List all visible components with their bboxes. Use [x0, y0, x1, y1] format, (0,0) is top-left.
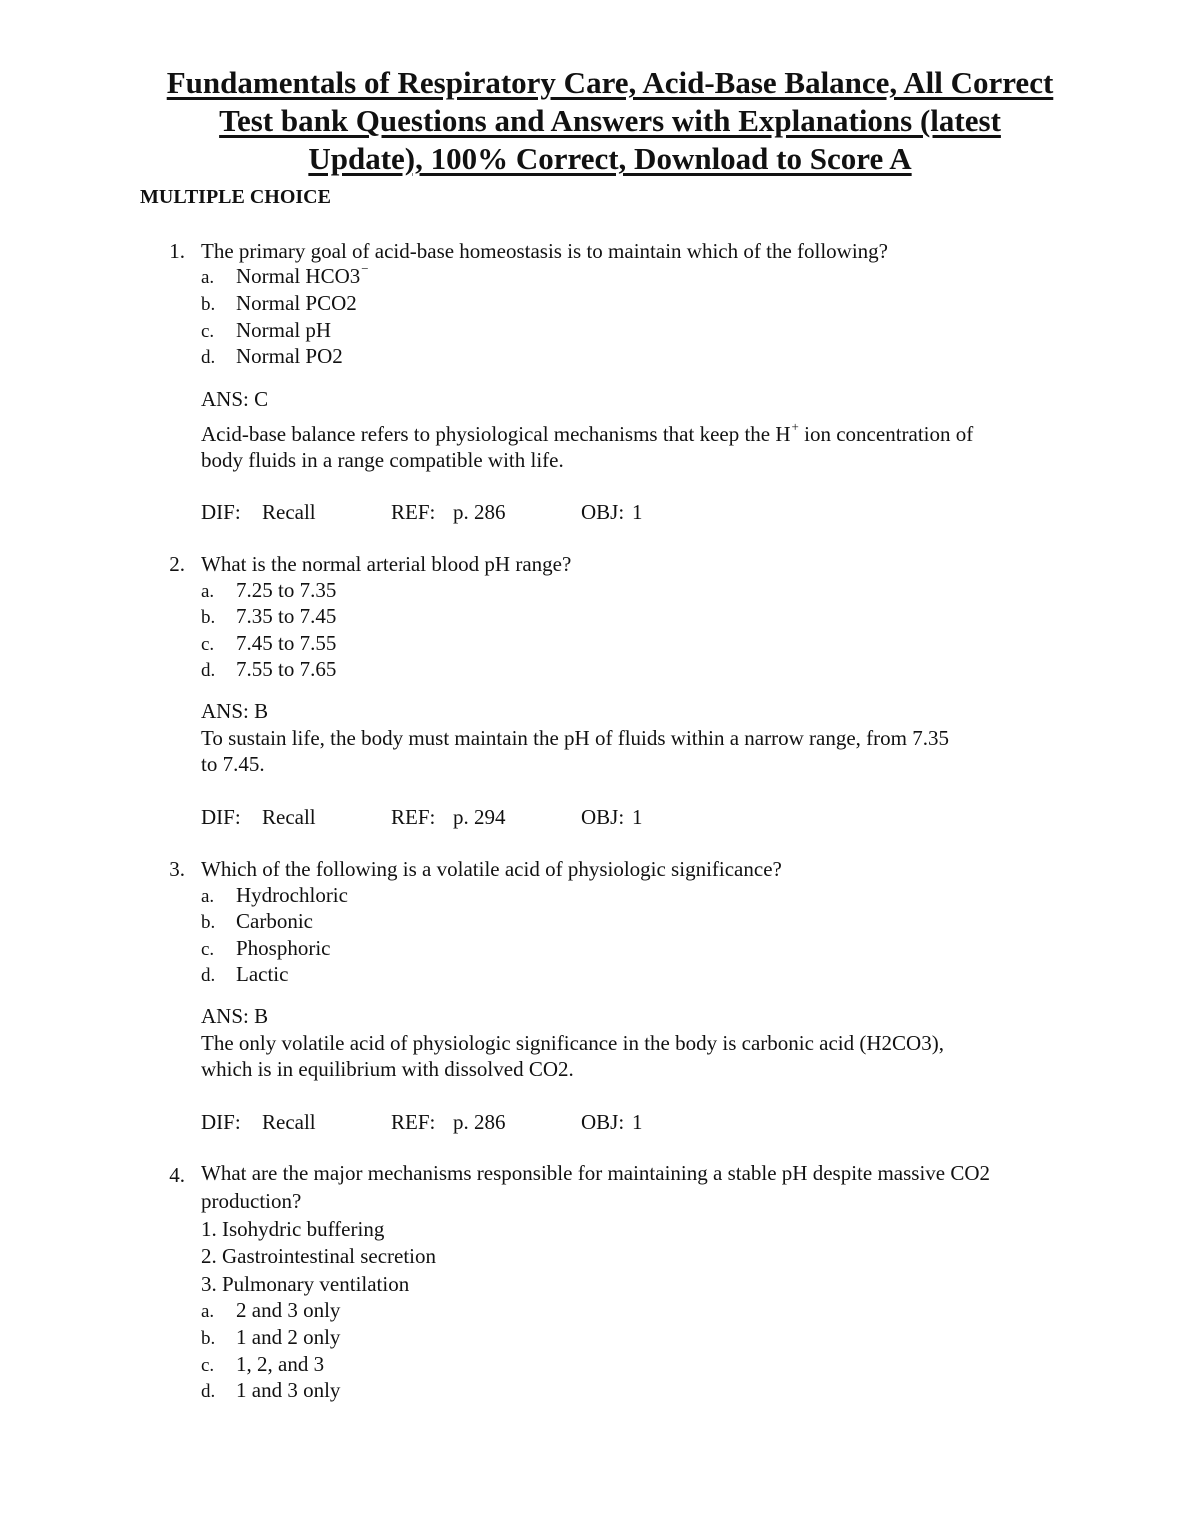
option-text: Phosphoric — [236, 936, 331, 960]
option-text: Normal pH — [236, 318, 332, 342]
explanation-text: ion concentration of — [798, 422, 974, 446]
section-heading: MULTIPLE CHOICE — [140, 186, 331, 208]
option-text: Carbonic — [236, 909, 313, 933]
option-letter: d. — [201, 660, 216, 681]
title-line-3: Update), 100% Correct, Download to Score A — [308, 141, 912, 176]
option-letter: d. — [201, 1381, 216, 1402]
explanation-line-2: to 7.45. — [201, 752, 265, 776]
option-letter: c. — [201, 939, 215, 960]
option-letter: a. — [201, 886, 215, 907]
option-letter: b. — [201, 1328, 216, 1349]
numbered-item: 3. Pulmonary ventilation — [201, 1272, 410, 1296]
ref-label: REF: — [391, 500, 436, 524]
answer-line: ANS: B — [201, 699, 269, 723]
option-letter: b. — [201, 607, 216, 628]
explanation-line-1: To sustain life, the body must maintain the pH of fluids within a narrow range, from 7.35 — [201, 726, 949, 750]
ref-label: REF: — [391, 805, 436, 829]
option-letter: d. — [201, 965, 216, 986]
option-letter: a. — [201, 267, 215, 288]
dif-value: Recall — [262, 500, 316, 524]
option-text: 2 and 3 only — [236, 1298, 341, 1322]
option-text-value: Normal HCO3 — [236, 264, 361, 288]
option-letter: c. — [201, 1355, 215, 1376]
ref-value: p. 286 — [453, 1110, 506, 1134]
question-number: 2. — [169, 552, 185, 576]
explanation-line-2: which is in equilibrium with dissolved CO2. — [201, 1057, 574, 1081]
explanation-text: Acid-base balance refers to physiological mechanisms that keep the H — [201, 422, 791, 446]
superscript-plus: + — [791, 419, 799, 434]
option-letter: d. — [201, 347, 216, 368]
option-text: Hydrochloric — [236, 883, 348, 907]
obj-value: 1 — [632, 1110, 643, 1134]
question-number: 4. — [169, 1163, 185, 1187]
explanation-line-2: body fluids in a range compatible with life. — [201, 448, 564, 472]
obj-value: 1 — [632, 500, 643, 524]
question-number: 3. — [169, 857, 185, 881]
question-stem-line-2: production? — [201, 1189, 302, 1213]
ref-value: p. 294 — [453, 805, 506, 829]
option-letter: b. — [201, 294, 216, 315]
numbered-item: 1. Isohydric buffering — [201, 1217, 385, 1241]
obj-value: 1 — [632, 805, 643, 829]
title-line-2: Test bank Questions and Answers with Explanations (latest — [219, 103, 1001, 138]
ref-value: p. 286 — [453, 500, 506, 524]
option-letter: c. — [201, 634, 215, 655]
numbered-item: 2. Gastrointestinal secretion — [201, 1244, 437, 1268]
document-title — [100, 64, 1120, 178]
option-text: 1, 2, and 3 — [236, 1352, 325, 1376]
option-letter: b. — [201, 912, 216, 933]
option-text: 1 and 3 only — [236, 1378, 341, 1402]
option-text: Normal PO2 — [236, 344, 343, 368]
dif-label: DIF: — [201, 805, 241, 829]
option-text: 7.25 to 7.35 — [236, 578, 337, 602]
dif-label: DIF: — [201, 1110, 241, 1134]
question-stem: The primary goal of acid-base homeostasis is to maintain which of the following? — [201, 239, 888, 263]
question-stem: Which of the following is a volatile acid of physiologic significance? — [201, 857, 782, 881]
option-text — [236, 263, 369, 292]
dif-value: Recall — [262, 1110, 316, 1134]
obj-label: OBJ: — [581, 500, 625, 524]
ref-label: REF: — [391, 1110, 436, 1134]
explanation-line-1: The only volatile acid of physiologic significance in the body is carbonic acid (H2CO3), — [201, 1031, 944, 1055]
question-number: 1. — [169, 239, 185, 263]
option-letter: c. — [201, 321, 215, 342]
option-text: 7.55 to 7.65 — [236, 657, 337, 681]
dif-label: DIF: — [201, 500, 241, 524]
dif-value: Recall — [262, 805, 316, 829]
title-line-1: Fundamentals of Respiratory Care, Acid-Base Balance, All Correct — [166, 65, 1054, 100]
option-text: 7.45 to 7.55 — [236, 631, 337, 655]
question-stem: What is the normal arterial blood pH range? — [201, 552, 572, 576]
option-text: Lactic — [236, 962, 289, 986]
answer-line: ANS: C — [201, 387, 269, 411]
option-text: Normal PCO2 — [236, 291, 357, 315]
obj-label: OBJ: — [581, 1110, 625, 1134]
question-stem-line-1: What are the major mechanisms responsible for maintaining a stable pH despite massive CO2 — [201, 1161, 991, 1185]
option-letter: a. — [201, 581, 215, 602]
obj-label: OBJ: — [581, 805, 625, 829]
option-text: 7.35 to 7.45 — [236, 604, 337, 628]
explanation-line-1 — [201, 421, 973, 450]
option-text: 1 and 2 only — [236, 1325, 341, 1349]
option-letter: a. — [201, 1301, 215, 1322]
superscript-minus: − — [361, 261, 369, 276]
answer-line: ANS: B — [201, 1004, 269, 1028]
